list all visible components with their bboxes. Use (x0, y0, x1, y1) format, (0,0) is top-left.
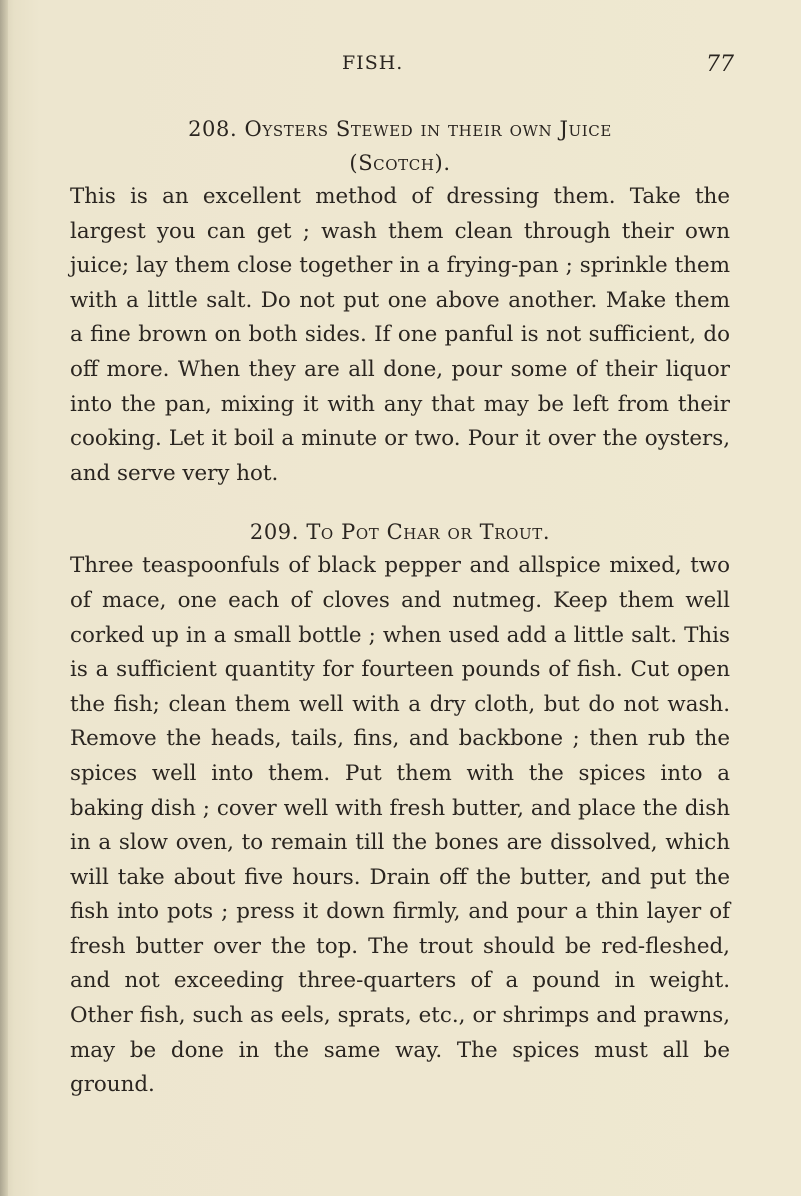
recipe-208 (70, 112, 730, 491)
recipe-number: 209. (249, 520, 300, 545)
section-spacer (70, 491, 730, 515)
page-gutter-shadow (0, 0, 8, 1196)
recipe-title-line-1: Oysters Stewed in their own Juice (244, 117, 612, 141)
recipe-title-line-2: (Scotch). (349, 151, 451, 175)
recipe-body: Three teaspoonfuls of black pepper and allspice mixed, two of mace, one each of cloves and nutmeg. Keep them well corked up in a small bottle ; when used add a little salt. This is a sufficient quantity for fourteen pounds of fish. Cut open the fish; clean them well with a dry cloth, but do not wash. Remove the heads, tails, fins, and backbone ; then rub the spices well into them. Put them with the spices into a baking dish ; cover well with fresh butter, and place the dish in a slow oven, to remain till the bones are dissolved, which will take about five hours. Drain off the butter, and put the fish into pots ; press it down firmly, and pour a thin layer of fresh butter over the top. The trout should be red-fleshed, and not exceeding three-quarters of a pound in weight. Other fish, such as eels, sprats, etc., or shrimps and prawns, may be done in the same way. The spices must all be ground. (70, 553, 730, 1098)
recipe-number: 208. (188, 117, 238, 141)
running-title: FISH. (342, 52, 404, 74)
recipe-209 (70, 515, 730, 1103)
running-head (0, 52, 801, 82)
recipe-title-line-1: To Pot Char or Trout. (306, 520, 551, 545)
page-content (70, 112, 730, 1103)
recipe-title (70, 112, 730, 180)
page-number: 77 (706, 52, 734, 77)
recipe-body: This is an excellent method of dressing them. Take the largest you can get ; wash them clean through their own juice; lay them close together in a frying-pan ; sprinkle them with a little salt. Do not put one above another. Make them a fine brown on both sides. If one panful is not sufficient, do off more. When they are all done, pour some of their liquor into the pan, mixing it with any that may be left from their cooking. Let it boil a minute or two. Pour it over the oysters, and serve very hot. (70, 184, 730, 486)
recipe-title (70, 515, 730, 549)
